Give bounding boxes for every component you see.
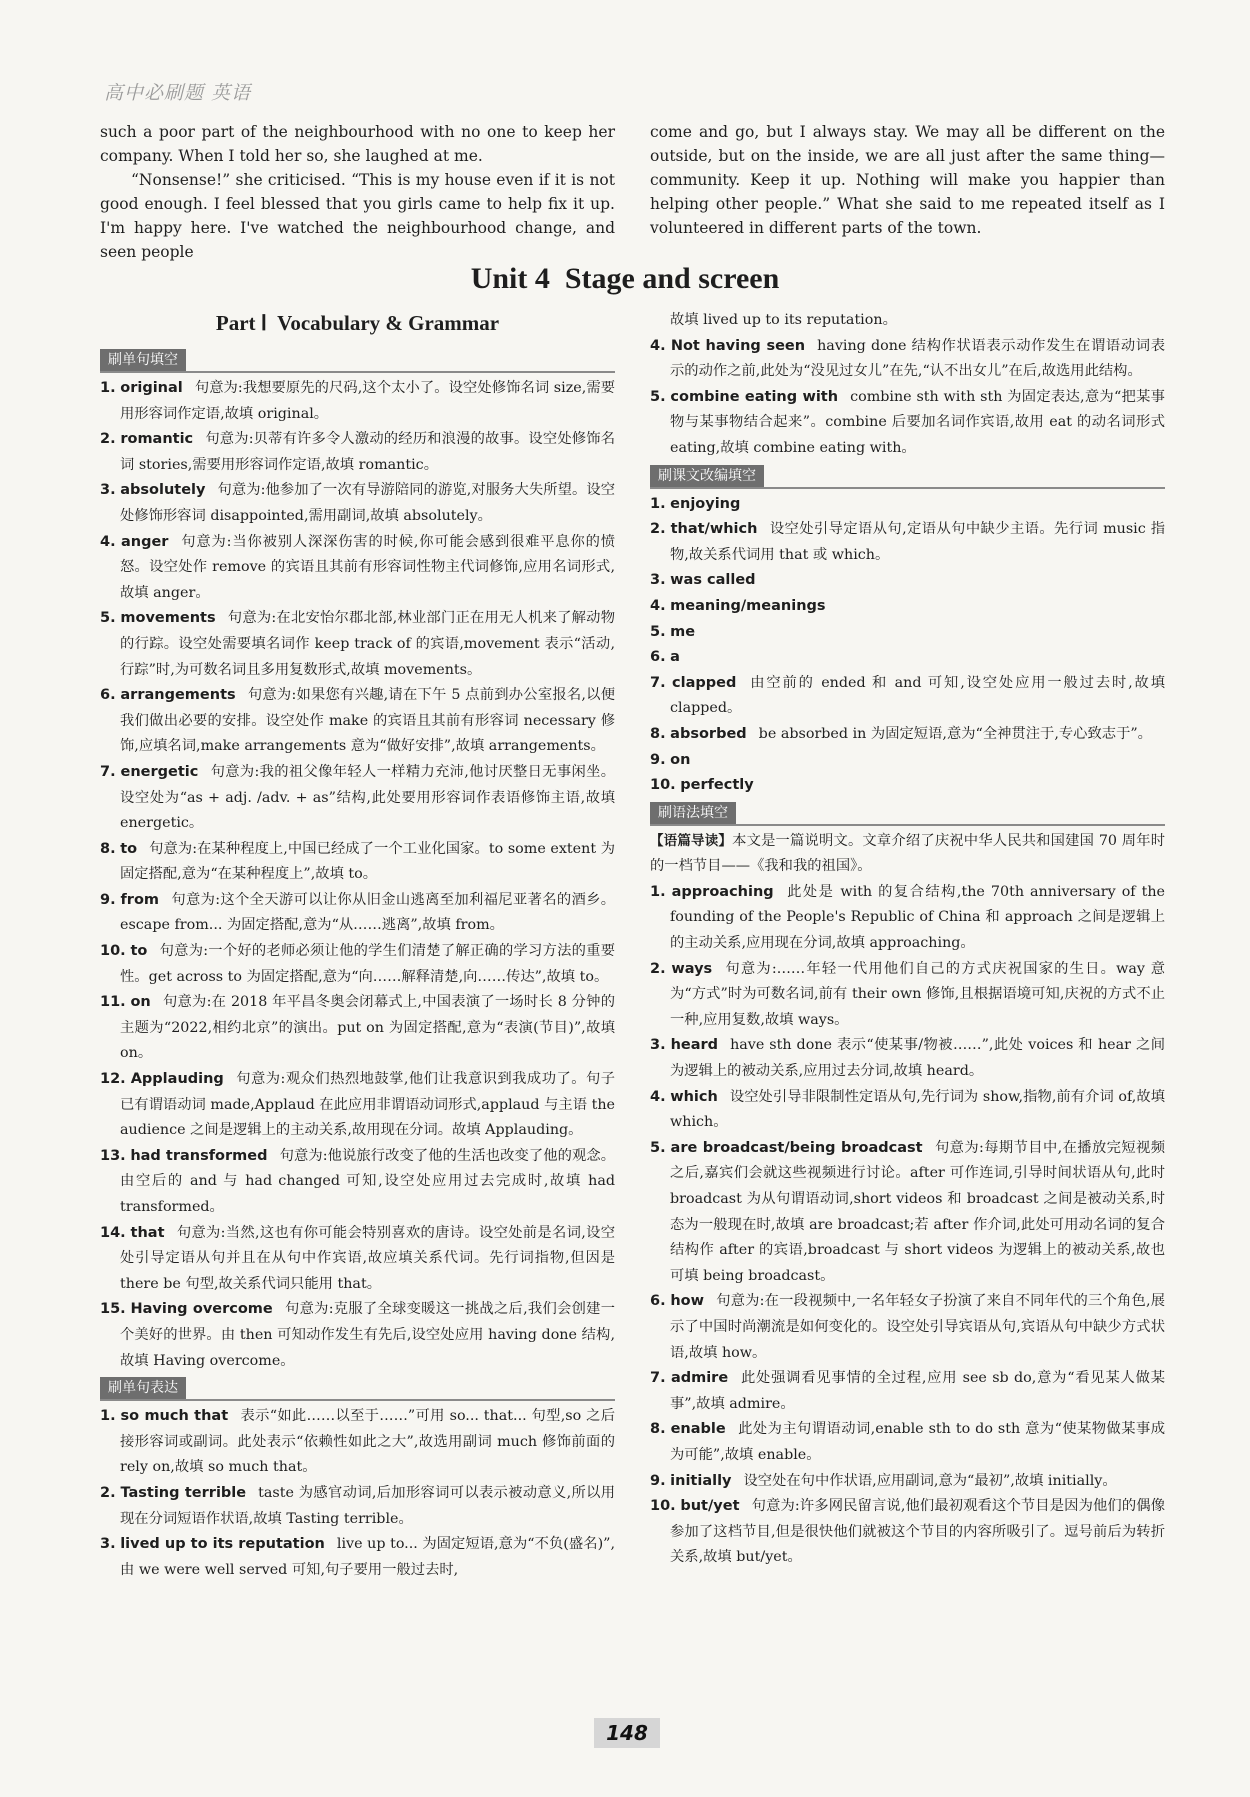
left-column <box>100 346 615 1583</box>
answer-item <box>650 492 1165 518</box>
item-explanation: 句意为:每期节目中,在播放完短视频之后,嘉宾们会就这些视频进行讨论。after 可作连词,引导时间状语从句,此时 broadcast 为从句谓语动词,short videos 和 broadcast 之间是被动关系,时态为一般现在时,故填 are broadcast;若 after 作介词,此处可用动名词的复合结构作 after 的宾语,broadcast 与 short videos 为逻辑上的被动关系,故也可填 being broadcast。 <box>670 1139 1165 1284</box>
answer-item <box>650 1289 1165 1366</box>
section-label: 刷单句表达 <box>100 1377 186 1399</box>
item-explanation: 设空处引导定语从句,定语从句中缺少主语。先行词 music 指物,故关系代词用 that 或 which。 <box>670 521 1166 563</box>
item-answer: enable <box>670 1421 726 1438</box>
item-explanation: 句意为:贝蒂有许多令人激动的经历和浪漫的故事。设空处修饰名词 stories,需要用形容词作定语,故填 romantic。 <box>120 431 615 473</box>
item-answer: admire <box>670 1370 729 1387</box>
right-column <box>650 308 1165 1571</box>
guide-tag: 【语篇导读】 <box>650 832 733 849</box>
answer-item <box>100 1221 615 1298</box>
item-explanation: 句意为:许多网民留言说,他们最初观看这个节目是因为他们的偶像参加了这档节目,但是很快他们就被这个节目的内容所吸引了。逗号前后为转折关系,故填 but/yet。 <box>670 1498 1165 1566</box>
item-answer: that <box>130 1224 165 1241</box>
item-number: 8. <box>650 725 666 742</box>
s2-list-right <box>650 334 1165 462</box>
item-answer: from <box>120 891 160 908</box>
item-number: 5. <box>650 1139 666 1156</box>
running-header: 高中必刷题 英语 <box>104 82 252 104</box>
item-explanation: live up to... 为固定短语,意为“不负(盛名)”,由 we were well served 可知,句子要用一般过去时, <box>120 1536 616 1578</box>
page-number: 148 <box>594 1718 660 1748</box>
item-number: 6. <box>100 687 116 704</box>
item-number: 1. <box>100 1408 116 1425</box>
item-number: 8. <box>650 1421 666 1438</box>
answer-item <box>100 683 615 760</box>
item-number: 9. <box>650 751 666 768</box>
item-answer: absolutely <box>120 482 206 499</box>
item-answer: had transformed <box>130 1147 268 1164</box>
answer-item <box>650 1136 1165 1290</box>
item-number: 7. <box>650 1370 666 1387</box>
item-number: 3. <box>100 482 116 499</box>
item-answer: Applauding <box>130 1071 224 1088</box>
answer-item <box>650 748 1165 774</box>
unit-title: Unit 4 Stage and screen <box>470 262 780 295</box>
answer-item <box>650 722 1165 748</box>
item-number: 5. <box>100 610 116 627</box>
answer-item <box>650 957 1165 1034</box>
answer-item <box>100 478 615 529</box>
item-explanation: 句意为:在一段视频中,一名年轻女子扮演了来自不同年代的三个角色,展示了中国时尚潮流是如何变化的。设空处引导宾语从句,宾语从句中缺少方式状语,故填 how。 <box>670 1293 1165 1361</box>
s4-list <box>650 880 1165 1571</box>
item-explanation: 句意为:如果您有兴趣,请在下午 5 点前到办公室报名,以便我们做出必要的安排。设空处作 make 的宾语且其前有形容词 necessary 修饰,应填名词,make arrangements 意为“做好安排”,故填 arrangements。 <box>120 687 615 755</box>
item-answer: that/which <box>670 521 758 538</box>
s2-list <box>100 1404 615 1583</box>
answer-item <box>650 1085 1165 1136</box>
part-title: Part Ⅰ Vocabulary & Grammar <box>215 311 500 335</box>
item-answer: enjoying <box>670 495 741 512</box>
item-explanation: 设空处在句中作状语,应用副词,意为“最初”,故填 initially。 <box>743 1472 1117 1489</box>
item-number: 14. <box>100 1224 126 1241</box>
item-answer: Not having seen <box>670 337 806 354</box>
section-label: 刷单句填空 <box>100 349 186 371</box>
item-answer: which <box>670 1088 718 1105</box>
item-answer: on <box>130 994 151 1011</box>
item-explanation: 句意为:他说旅行改变了他的生活也改变了他的观念。由空后的 and 与 had changed 可知,设空处应用过去完成时,故填 had transformed。 <box>120 1147 615 1215</box>
item-explanation: 句意为:这个全天游可以让你从旧金山逃离至加利福尼亚著名的酒乡。escape from... 为固定搭配,意为“从……逃离”,故填 from。 <box>120 891 615 934</box>
answer-item <box>650 1417 1165 1468</box>
guide-text: 本文是一篇说明文。文章介绍了庆祝中华人民共和国建国 70 周年时的一档节目——《我和我的祖国》。 <box>650 832 1166 875</box>
answer-item <box>100 530 615 607</box>
answer-item <box>100 1067 615 1144</box>
item-number: 7. <box>650 674 666 691</box>
item-answer: clapped <box>672 674 737 691</box>
item-number: 11. <box>100 994 126 1011</box>
item-number: 3. <box>100 1536 116 1553</box>
item-explanation: 此处强调看见事情的全过程,应用 see sb do,意为“看见某人做某事”,故填 admire。 <box>670 1370 1165 1412</box>
answer-item <box>100 1144 615 1221</box>
intro-paragraph: come and go, but I always stay. We may all be different on the outside, but on the inside, we are all just after the same thing—community. Keep it up. Nothing will make you happier than helping other people.” What she said to me repeated itself as I volunteered in different parts of the town. <box>650 123 1165 237</box>
item-answer: movements <box>120 610 216 627</box>
s1-list <box>100 376 615 1374</box>
item-number: 10. <box>100 943 126 960</box>
answer-item <box>650 620 1165 646</box>
item-answer: Having overcome <box>130 1301 273 1318</box>
answer-item <box>650 594 1165 620</box>
item-explanation: 句意为:当然,这也有你可能会特别喜欢的唐诗。设空处前是名词,设空处引导定语从句并且在从句中作宾语,故应填关系代词。先行词指物,但因是 there be 句型,故关系代词只能用 that。 <box>120 1224 615 1292</box>
item-explanation: have sth done 表示“使某事/物被……”,此处 voices 和 hear 之间为逻辑上的被动关系,应用过去分词,故填 heard。 <box>670 1037 1165 1080</box>
answer-item <box>100 1481 615 1532</box>
section-header <box>100 1377 615 1401</box>
item-answer: meaning/meanings <box>670 597 826 614</box>
item-answer: to <box>120 840 138 857</box>
item-answer: initially <box>670 1472 732 1489</box>
item-number: 6. <box>650 1293 666 1310</box>
item-explanation: taste 为感官动词,后加形容词可以表示被动意义,所以用现在分词短语作状语,故填 Tasting terrible。 <box>120 1484 615 1527</box>
intro-left-column <box>100 120 615 264</box>
item-answer: heard <box>670 1037 719 1054</box>
item-number: 1. <box>650 883 666 900</box>
answer-item <box>100 837 615 888</box>
item-explanation: 句意为:在 2018 年平昌冬奥会闭幕式上,中国表演了一场时长 8 分钟的主题为“2022,相约北京”的演出。put on 为固定搭配,意为“表演(节目)”,故填 on。 <box>120 994 615 1062</box>
item-number: 2. <box>100 1484 116 1501</box>
item-number: 1. <box>650 495 666 512</box>
item-number: 5. <box>650 388 666 405</box>
answer-item <box>650 334 1165 385</box>
item-answer: anger <box>120 533 169 550</box>
item-explanation: 句意为:观众们热烈地鼓掌,他们让我意识到我成功了。句子已有谓语动词 made,Applaud 在此应用非谓语动词形式,applaud 与主语 the audience 之间是逻辑上的主动关系,故用现在分词。故填 Applauding。 <box>120 1071 616 1139</box>
answer-item <box>100 427 615 478</box>
item-explanation: be absorbed in 为固定短语,意为“全神贯注于,专心致志于”。 <box>758 725 1152 742</box>
item-explanation: 句意为:在北安怡尔郡北部,林业部门正在用无人机来了解动物的行踪。设空处需要填名词作 keep track of 的宾语,movement 表示“活动,行踪”时,为可数名词且多用复数形式,故填 movements。 <box>120 610 616 678</box>
item-explanation: 表示“如此……以至于……”可用 so... that... 句型,so 之后接形容词或副词。此处表示“依赖性如此之大”,故选用副词 much 修饰前面的 rely on,故填 so much that。 <box>120 1408 616 1476</box>
answer-item <box>650 1494 1165 1571</box>
item-number: 2. <box>650 521 666 538</box>
answer-item <box>100 760 615 837</box>
intro-paragraph: such a poor part of the neighbourhood with no one to keep her company. When I told her so, she laughed at me. <box>100 123 615 165</box>
item-explanation: combine sth with sth 为固定表达,意为“把某事物与某事物结合起来”。combine 后要加名词作宾语,故用 eat 的动名词形式 eating,故填 combine eating with。 <box>670 388 1165 456</box>
item-explanation: 句意为:……年轻一代用他们自己的方式庆祝国家的生日。way 意为“方式”时为可数名词,前有 their own 修饰,且根据语境可知,庆祝的方式不止一种,应用复数,故填 ways。 <box>670 960 1165 1028</box>
passage-guide <box>650 829 1165 880</box>
answer-item <box>650 517 1165 568</box>
answer-item <box>100 1297 615 1374</box>
item-number: 13. <box>100 1147 126 1164</box>
item-number: 2. <box>650 960 666 977</box>
answer-item <box>100 990 615 1067</box>
item-answer: ways <box>671 960 713 977</box>
answer-item <box>100 376 615 427</box>
item-answer: are broadcast/being broadcast <box>670 1139 923 1156</box>
item-explanation: 句意为:克服了全球变暖这一挑战之后,我们会创建一个美好的世界。由 then 可知动作发生有先后,设空处应用 having done 结构,故填 Having overcome。 <box>120 1301 616 1369</box>
item-number: 15. <box>100 1301 126 1318</box>
answer-item <box>650 1469 1165 1495</box>
section-label: 刷语法填空 <box>650 802 736 824</box>
answer-item <box>100 888 615 939</box>
answer-item <box>100 939 615 990</box>
item-number: 7. <box>100 763 116 780</box>
item-explanation: having done 结构作状语表示动作发生在谓语动词表示的动作之前,此处为“没见过女儿”在先,“认不出女儿”在后,故选用此结构。 <box>670 337 1166 380</box>
answer-item <box>650 568 1165 594</box>
item-answer: to <box>130 943 148 960</box>
item-answer: was called <box>670 572 756 589</box>
answer-item <box>650 671 1165 722</box>
item-answer: absorbed <box>670 725 747 742</box>
section-label: 刷课文改编填空 <box>650 465 764 487</box>
item-answer: but/yet <box>680 1498 740 1515</box>
item-answer: combine eating with <box>670 388 839 405</box>
answer-item <box>100 606 615 683</box>
item-answer: arrangements <box>120 687 236 704</box>
item-answer: Tasting terrible <box>120 1484 247 1501</box>
item-number: 8. <box>100 840 116 857</box>
item-number: 4. <box>650 1088 666 1105</box>
item-answer: lived up to its reputation <box>120 1536 325 1553</box>
item-explanation: 此处是 with 的复合结构,the 70th anniversary of the founding of the People's Republic of China 和 approach 之间是逻辑上的主动关系,应用现在分词,故填 approaching。 <box>670 883 1166 952</box>
item-number: 2. <box>100 431 116 448</box>
item-number: 3. <box>650 1037 666 1054</box>
item-answer: perfectly <box>680 777 754 794</box>
item-answer: energetic <box>120 763 199 780</box>
s3-list <box>650 492 1165 799</box>
answer-item <box>650 1366 1165 1417</box>
item-explanation: 句意为:他参加了一次有导游陪同的游览,对服务大失所望。设空处修饰形容词 disappointed,需用副词,故填 absolutely。 <box>120 482 616 524</box>
answer-item <box>650 773 1165 799</box>
item-number: 12. <box>100 1071 126 1088</box>
item-explanation: 设空处引导非限制性定语从句,先行词为 show,指物,前有介词 of,故填 which。 <box>670 1088 1165 1131</box>
item-number: 9. <box>100 891 116 908</box>
answer-item <box>650 1033 1165 1084</box>
section-header <box>100 349 615 373</box>
answer-item <box>650 645 1165 671</box>
item-explanation: 句意为:在某种程度上,中国已经成了一个工业化国家。to some extent 为固定搭配,意为“在某种程度上”,故填 to。 <box>120 840 615 883</box>
continued-text: 故填 lived up to its reputation。 <box>670 312 897 328</box>
item-number: 10. <box>650 1498 676 1515</box>
item-answer: so much that <box>120 1408 229 1425</box>
item-explanation: 由空前的 ended 和 and 可知,设空处应用一般过去时,故填 clapped。 <box>670 674 1165 717</box>
item-explanation: 句意为:一个好的老师必须让他的学生们清楚了解正确的学习方法的重要性。get across to 为固定搭配,意为“向……解释清楚,向……传达”,故填 to。 <box>120 943 615 985</box>
item-number: 4. <box>650 337 666 354</box>
item-answer: approaching <box>671 883 774 900</box>
item-number: 1. <box>100 380 116 396</box>
item-explanation: 此处为主句谓语动词,enable sth to do sth 意为“使某物做某事成为可能”,故填 enable。 <box>670 1421 1165 1463</box>
item-explanation: 句意为:我想要原先的尺码,这个太小了。设空处修饰名词 size,需要用形容词作定语,故填 original。 <box>120 380 615 422</box>
intro-paragraph: “Nonsense!” she criticised. “This is my house even if it is not good enough. I feel blessed that you girls came to help fix it up. I'm happy here. I've watched the neighbourhood change, and seen people <box>100 171 615 261</box>
item-answer: original <box>120 380 183 396</box>
item-explanation: 句意为:我的祖父像年轻人一样精力充沛,他讨厌整日无事闲坐。设空处为“as + adj. /adv. + as”结构,此处要用形容词作表语修饰主语,故填 energetic。 <box>120 763 616 832</box>
item-number: 4. <box>100 533 116 550</box>
answer-item <box>100 1404 615 1481</box>
item-answer: me <box>670 623 696 640</box>
answer-item <box>100 1532 615 1583</box>
item-answer: romantic <box>120 431 194 448</box>
item-number: 5. <box>650 623 666 640</box>
item-number: 6. <box>650 649 666 666</box>
item-answer: on <box>670 751 691 768</box>
item-answer: a <box>670 649 680 666</box>
answer-item <box>650 385 1165 462</box>
answer-item <box>650 880 1165 957</box>
intro-right-column <box>650 120 1165 240</box>
item-number: 9. <box>650 1472 666 1489</box>
item-number: 4. <box>650 597 666 614</box>
section-header <box>650 465 1165 489</box>
item-answer: how <box>670 1293 705 1310</box>
item-number: 10. <box>650 777 676 794</box>
item-explanation: 句意为:当你被别人深深伤害的时候,你可能会感到很难平息你的愤怒。设空处作 remove 的宾语且其前有形容词性物主代词修饰,应用名词形式,故填 anger。 <box>120 533 615 601</box>
item-number: 3. <box>650 572 666 589</box>
section-header <box>650 802 1165 826</box>
